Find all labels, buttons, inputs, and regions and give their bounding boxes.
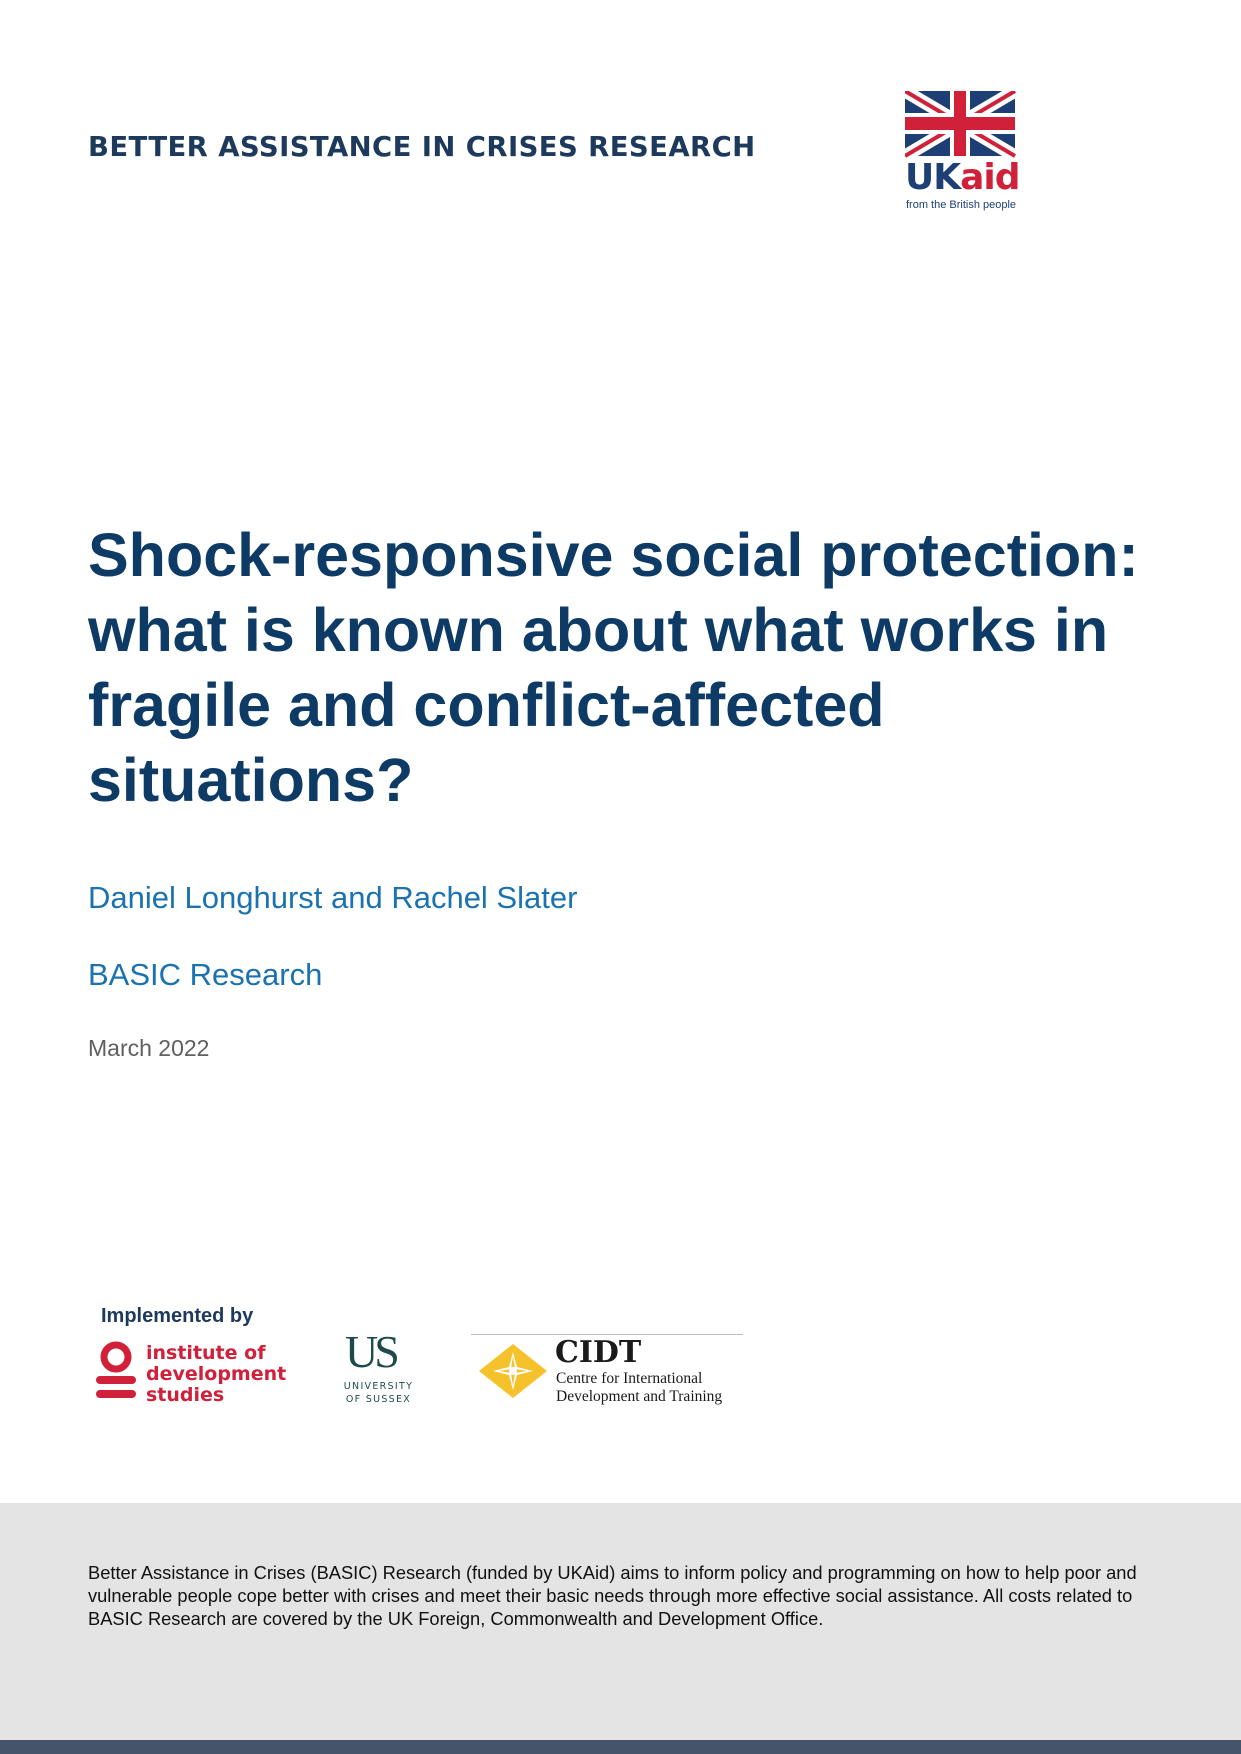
ids-line-1: institute of bbox=[146, 1342, 266, 1364]
implemented-by-heading: Implemented by bbox=[101, 1305, 254, 1327]
ids-line-2: development bbox=[146, 1363, 287, 1385]
ids-logo-text bbox=[146, 1343, 286, 1406]
cidt-line-2: Development and Training bbox=[556, 1388, 723, 1405]
sussex-logo-text bbox=[341, 1380, 416, 1406]
sussex-logo-mark: US bbox=[345, 1326, 396, 1377]
report-organisation: BASIC Research bbox=[88, 957, 323, 992]
bottom-bar bbox=[0, 1740, 1241, 1754]
footer-disclaimer: Better Assistance in Crises (BASIC) Research (funded by UKAid) aims to inform policy and programming on how to help poor and vulnerable people cope better with crises and meet their basic needs through more effective social assistance. All costs related to BASIC Research are covered by the UK Foreign, Commonwealth and Development Office. bbox=[88, 1562, 1137, 1629]
series-title: BETTER ASSISTANCE IN CRISES RESEARCH bbox=[88, 131, 756, 163]
ukaid-word-aid: aid bbox=[960, 157, 1020, 198]
report-date: March 2022 bbox=[88, 1035, 210, 1061]
report-authors: Daniel Longhurst and Rachel Slater bbox=[88, 880, 578, 915]
cidt-line-1: Centre for International bbox=[556, 1370, 703, 1387]
sussex-line-2: OF SUSSEX bbox=[345, 1394, 412, 1405]
ukaid-word-uk: UK bbox=[905, 157, 961, 198]
report-title: Shock-responsive social protection: what is known about what works in fragile and conflict-affected situations? bbox=[88, 521, 1139, 814]
cidt-star-icon bbox=[477, 1342, 549, 1400]
ukaid-wordmark bbox=[905, 158, 1020, 198]
ukaid-tagline: from the British people bbox=[906, 199, 1017, 211]
cidt-full-name bbox=[556, 1370, 722, 1406]
sussex-line-1: UNIVERSITY bbox=[343, 1381, 414, 1392]
ids-line-3: studies bbox=[146, 1384, 225, 1406]
cidt-acronym: CIDT bbox=[555, 1335, 642, 1370]
